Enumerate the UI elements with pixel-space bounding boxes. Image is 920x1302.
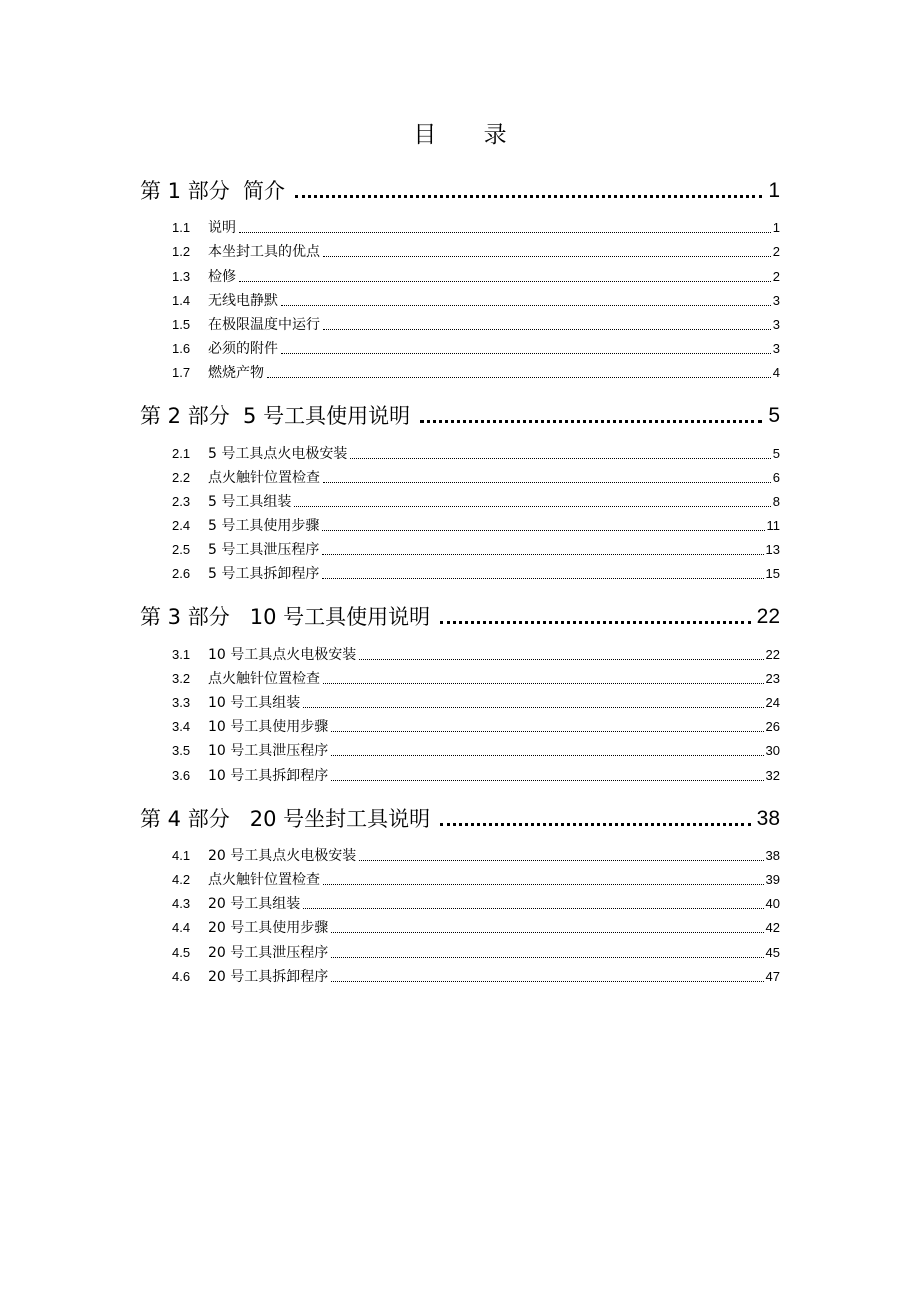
section-page-number: 1 xyxy=(772,220,780,236)
section-title: 必须的附件 xyxy=(208,341,278,358)
part-page-number: 22 xyxy=(756,605,780,629)
section-page-number: 8 xyxy=(772,493,780,509)
section-list-part-2 xyxy=(140,439,780,584)
section-title: 检修 xyxy=(208,268,236,285)
section-page-number: 32 xyxy=(765,767,780,783)
toc-entry[interactable] xyxy=(140,737,780,761)
section-number: 2.3 xyxy=(172,493,191,509)
part-label: 第 4 部分 20 号坐封工具说明 xyxy=(140,806,431,831)
section-page-number: 3 xyxy=(772,341,780,357)
section-number: 1.6 xyxy=(172,341,191,357)
dot-leader xyxy=(331,932,763,933)
dot-leader xyxy=(267,377,771,378)
toc-entry[interactable] xyxy=(140,536,780,560)
dot-leader xyxy=(331,731,763,732)
dot-leader xyxy=(359,860,763,861)
dot-leader xyxy=(295,195,762,198)
section-number: 4.6 xyxy=(172,968,191,984)
section-title: 20 号工具组装 xyxy=(208,896,301,913)
table-of-contents xyxy=(140,164,780,995)
section-title: 说明 xyxy=(208,220,236,237)
toc-entry[interactable] xyxy=(140,842,780,866)
toc-entry[interactable] xyxy=(140,512,780,536)
section-title: 点火触针位置检查 xyxy=(208,469,320,486)
section-number: 1.4 xyxy=(172,292,191,308)
dot-leader xyxy=(331,981,763,982)
toc-entry[interactable] xyxy=(140,488,780,512)
toc-entry[interactable] xyxy=(140,464,780,488)
section-page-number: 24 xyxy=(765,695,780,710)
toc-entry[interactable] xyxy=(140,335,780,359)
section-title: 在极限温度中运行 xyxy=(208,316,320,333)
toc-entry[interactable] xyxy=(140,238,780,262)
toc-entry[interactable] xyxy=(140,938,780,962)
section-title: 5 号工具泄压程序 xyxy=(208,542,320,559)
section-page-number: 3 xyxy=(772,316,780,332)
toc-entry[interactable] xyxy=(140,665,780,689)
section-number: 2.1 xyxy=(172,445,191,461)
section-title: 20 号工具使用步骤 xyxy=(208,920,329,937)
dot-leader xyxy=(323,884,764,885)
section-page-number: 15 xyxy=(765,566,780,582)
dot-leader xyxy=(281,353,771,354)
section-page-number: 5 xyxy=(772,445,780,461)
section-list-part-1 xyxy=(140,214,780,383)
toc-part-2[interactable] xyxy=(140,391,780,431)
section-title: 5 号工具组装 xyxy=(208,493,292,510)
section-title: 20 号工具点火电极安装 xyxy=(208,847,357,864)
section-page-number: 4 xyxy=(772,365,780,381)
dot-leader xyxy=(440,621,751,624)
dot-leader xyxy=(303,707,763,708)
toc-title: 目 录 xyxy=(413,122,527,148)
section-page-number: 11 xyxy=(766,518,780,534)
dot-leader xyxy=(331,755,763,756)
toc-part-1[interactable] xyxy=(140,166,780,206)
dot-leader xyxy=(420,420,762,423)
section-title: 点火触针位置检查 xyxy=(208,871,320,888)
section-title: 5 号工具使用步骤 xyxy=(208,518,320,535)
dot-leader xyxy=(281,305,771,306)
section-number: 3.6 xyxy=(172,767,191,783)
toc-entry[interactable] xyxy=(140,560,780,584)
section-number: 3.2 xyxy=(172,670,191,686)
section-title: 本坐封工具的优点 xyxy=(208,244,320,261)
dot-leader xyxy=(303,908,763,909)
section-page-number: 13 xyxy=(765,542,780,558)
section-number: 1.3 xyxy=(172,268,191,284)
dot-leader xyxy=(359,659,763,660)
section-number: 2.4 xyxy=(172,518,191,534)
section-page-number: 2 xyxy=(772,268,780,284)
section-page-number: 6 xyxy=(772,469,780,485)
section-page-number: 23 xyxy=(765,670,780,686)
section-number: 4.5 xyxy=(172,944,191,960)
section-title: 20 号工具泄压程序 xyxy=(208,944,329,961)
toc-entry[interactable] xyxy=(140,214,780,238)
section-number: 4.1 xyxy=(172,847,191,863)
section-title: 20 号工具拆卸程序 xyxy=(208,968,329,985)
toc-entry[interactable] xyxy=(140,761,780,785)
section-page-number: 3 xyxy=(772,292,780,308)
section-title: 5 号工具点火电极安装 xyxy=(208,445,348,462)
section-number: 3.4 xyxy=(172,719,191,735)
section-page-number: 26 xyxy=(765,719,780,735)
section-number: 1.2 xyxy=(172,244,191,260)
dot-leader xyxy=(440,823,751,826)
dot-leader xyxy=(322,530,764,531)
part-label: 第 2 部分 5 号工具使用说明 xyxy=(140,404,411,429)
toc-entry[interactable] xyxy=(140,890,780,914)
section-title: 10 号工具泄压程序 xyxy=(208,743,329,760)
section-page-number: 38 xyxy=(765,847,780,863)
section-page-number: 30 xyxy=(765,743,780,759)
dot-leader xyxy=(331,957,763,958)
section-page-number: 39 xyxy=(765,871,780,887)
part-page-number: 38 xyxy=(756,806,780,830)
dot-leader xyxy=(294,506,770,507)
part-label: 第 3 部分 10 号工具使用说明 xyxy=(140,605,431,630)
dot-leader xyxy=(323,329,771,330)
part-label: 第 1 部分 简介 xyxy=(140,179,286,203)
section-number: 2.5 xyxy=(172,542,191,558)
section-title: 10 号工具点火电极安装 xyxy=(208,646,357,663)
dot-leader xyxy=(322,554,763,555)
section-page-number: 42 xyxy=(765,920,780,936)
toc-entry[interactable] xyxy=(140,914,780,938)
toc-entry[interactable] xyxy=(140,287,780,311)
toc-entry[interactable] xyxy=(140,359,780,383)
section-page-number: 22 xyxy=(765,646,780,662)
part-page-number: 5 xyxy=(768,404,780,428)
toc-part-3[interactable] xyxy=(140,592,780,632)
toc-entry[interactable] xyxy=(140,713,780,737)
dot-leader xyxy=(239,281,771,282)
section-number: 1.7 xyxy=(172,365,191,381)
section-title: 10 号工具拆卸程序 xyxy=(208,767,329,784)
section-title: 10 号工具使用步骤 xyxy=(208,719,329,736)
toc-entry[interactable] xyxy=(140,311,780,335)
dot-leader xyxy=(322,578,763,579)
toc-entry[interactable] xyxy=(140,640,780,664)
toc-entry[interactable] xyxy=(140,262,780,286)
section-title: 无线电静默 xyxy=(208,292,278,309)
section-list-part-4 xyxy=(140,842,780,987)
dot-leader xyxy=(331,780,763,781)
toc-entry[interactable] xyxy=(140,689,780,713)
part-page-number: 1 xyxy=(768,179,780,202)
section-page-number: 40 xyxy=(765,896,780,912)
dot-leader xyxy=(323,482,771,483)
toc-part-4[interactable] xyxy=(140,794,780,834)
section-number: 2.6 xyxy=(172,566,191,582)
section-number: 3.5 xyxy=(172,743,191,759)
section-list-part-3 xyxy=(140,640,780,785)
section-page-number: 45 xyxy=(765,944,780,960)
section-title: 10 号工具组装 xyxy=(208,695,301,711)
section-title: 点火触针位置检查 xyxy=(208,670,320,687)
dot-leader xyxy=(323,683,764,684)
toc-entry[interactable] xyxy=(140,963,780,987)
section-number: 3.3 xyxy=(172,695,191,710)
toc-entry[interactable] xyxy=(140,439,780,463)
section-number: 4.3 xyxy=(172,896,191,912)
section-page-number: 2 xyxy=(772,244,780,260)
section-title: 5 号工具拆卸程序 xyxy=(208,566,320,583)
section-page-number: 47 xyxy=(765,968,780,984)
section-number: 3.1 xyxy=(172,646,191,662)
section-number: 2.2 xyxy=(172,469,191,485)
section-number: 4.2 xyxy=(172,871,191,887)
dot-leader xyxy=(323,256,771,257)
dot-leader xyxy=(239,232,771,233)
section-title: 燃烧产物 xyxy=(208,365,264,382)
section-number: 1.5 xyxy=(172,316,191,332)
toc-entry[interactable] xyxy=(140,866,780,890)
section-number: 1.1 xyxy=(172,220,191,236)
section-number: 4.4 xyxy=(172,920,191,936)
dot-leader xyxy=(350,458,770,459)
